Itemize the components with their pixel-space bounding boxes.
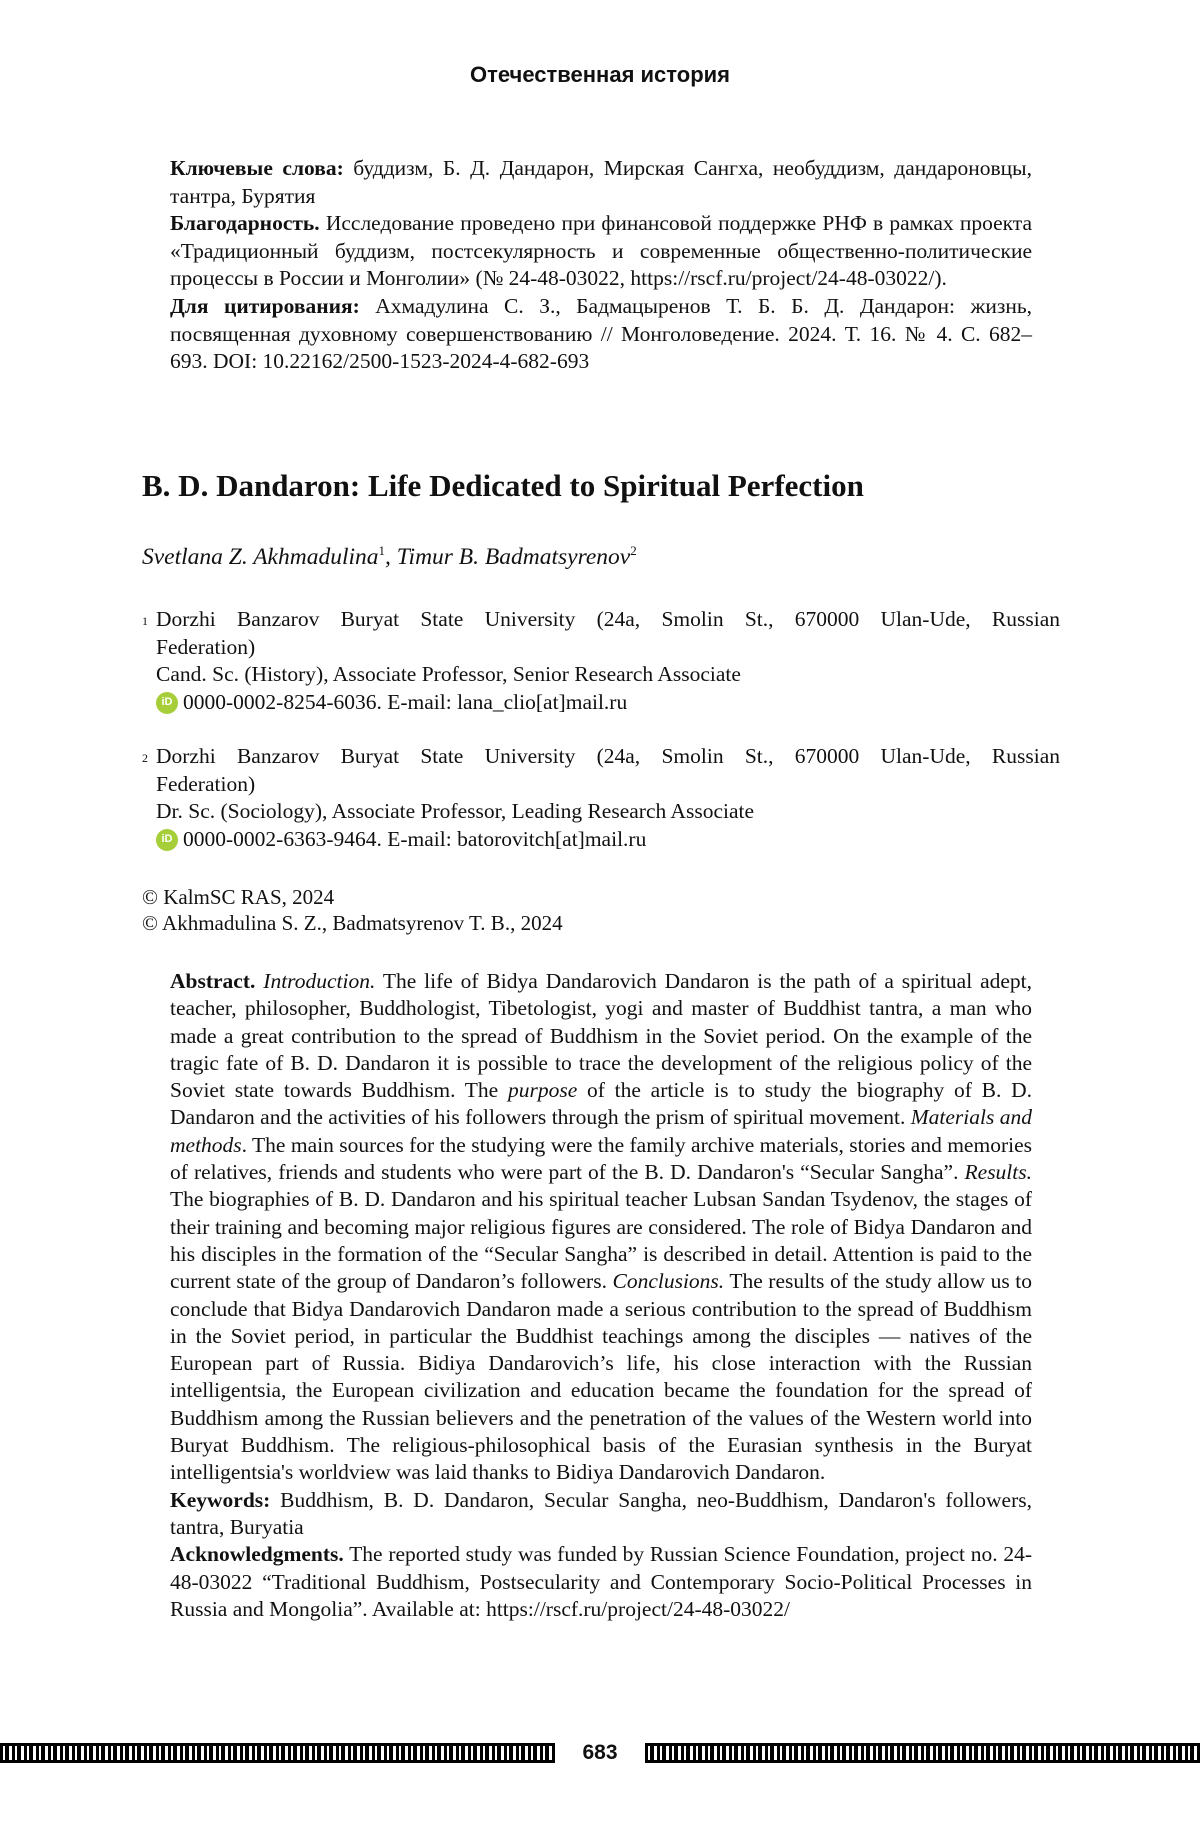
copyright-block (142, 884, 563, 936)
author-2: Timur B. Badmatsyrenov (397, 544, 630, 570)
results-text: The biographies of B. D. Dandaron and his spiritual teacher Lubsan Sandan Tsydenov, the stages of their training and becoming major religious figures are considered. The role of Bidya Dandaron and his disciples in the formation of the “Secular Sangha” is described in detail. Attention is paid to the current state of the group of Dandaron’s followers. (170, 1187, 1032, 1293)
ru-keywords (170, 155, 1032, 210)
ru-acknowledgment (170, 210, 1032, 293)
purpose-word: purpose (508, 1078, 577, 1102)
results-label: Results. (965, 1160, 1032, 1184)
russian-metadata (170, 155, 1032, 376)
abstract (170, 968, 1032, 1487)
ru-keywords-label: Ключевые слова: (170, 156, 344, 180)
intro-label: Introduction. (263, 969, 375, 993)
ru-ack-label: Благодарность. (170, 211, 320, 235)
ru-ack-text: Исследование проведено при финансовой поддержке РНФ в рамках проекта «Традиционный буддизм, постсекулярность и современные общественно-политические процессы в России и Монголии» (№ 24-48-03022, https://rscf.ru/project/24-48-03022/). (170, 211, 1032, 290)
affiliation-1-position: Cand. Sc. (History), Associate Professor, Senior Research Associate (156, 661, 1060, 689)
author-1: Svetlana Z. Akhmadulina (142, 544, 379, 570)
orcid-icon[interactable]: iD (156, 692, 178, 714)
affiliation-2-position: Dr. Sc. (Sociology), Associate Professor, Leading Research Associate (156, 798, 1060, 826)
page-footer (0, 1741, 1200, 1765)
author-2-sup: 2 (630, 543, 637, 558)
page-number: 683 (555, 1741, 645, 1765)
article-title: B. D. Dandaron: Life Dedicated to Spiritual Perfection (142, 468, 864, 504)
author-separator: , (385, 544, 397, 570)
en-keywords-text: Buddhism, B. D. Dandaron, Secular Sangha, neo-Buddhism, Dandaron's followers, tantra, Buryatia (170, 1488, 1032, 1539)
purpose-text: of the article is to study the biography of B. D. Dandaron and the activities of his followers through the prism of spiritual movement. (170, 1078, 1032, 1129)
affiliation-2-contact: 0000-0002-6363-9464. E-mail: batorovitch[at]mail.ru (183, 826, 646, 854)
abstract-label: Abstract. (170, 969, 255, 993)
copyright-line-1: © KalmSC RAS, 2024 (142, 884, 563, 910)
affiliation-2-org: Dorzhi Banzarov Buryat State University (24a, Smolin St., 670000 Ulan-Ude, Russian (156, 743, 1060, 771)
en-ack-text: The reported study was funded by Russian Science Foundation, project no. 24-48-03022 “Traditional Buddhism, Postsecularity and Contemporary Socio-Political Processes in Russia and Mongolia”. Available at: https://rscf.ru/project/24-48-03022/ (170, 1542, 1032, 1621)
orcid-icon[interactable]: iD (156, 829, 178, 851)
affiliation-1-org-cont: Federation) (156, 634, 1060, 662)
author-line (142, 543, 637, 571)
running-header: Отечественная история (0, 62, 1200, 88)
materials-label: Materials and methods (170, 1105, 1032, 1156)
affiliation-1-org: Dorzhi Banzarov Buryat State University (24a, Smolin St., 670000 Ulan-Ude, Russian (156, 606, 1060, 634)
en-keywords (170, 1487, 1032, 1542)
affiliation-2-contact-row (156, 826, 1060, 854)
affiliation-2 (142, 743, 1060, 853)
intro-text: The life of Bidya Dandarovich Dandaron is the path of a spiritual adept, teacher, philosopher, Buddhologist, Tibetologist, yogi and master of Buddhist tantra, a man who made a great contribution to the spread of Buddhism in the Soviet period. On the example of the tragic fate of B. D. Dandaron it is possible to trace the development of the religious policy of the Soviet state towards Buddhism. The (170, 969, 1032, 1102)
affiliation-2-org-cont: Federation) (156, 771, 1060, 799)
copyright-line-2: © Akhmadulina S. Z., Badmatsyrenov T. B., 2024 (142, 910, 563, 936)
affiliation-1 (142, 606, 1060, 716)
author-1-sup: 1 (379, 543, 386, 558)
conclusions-text: The results of the study allow us to conclude that Bidya Dandarovich Dandaron made a serious contribution to the spread of Buddhism in the Soviet period, in particular the Buddhist teachings among the disciples — natives of the European part of Russia. Bidiya Dandarovich’s life, his close interaction with the Russian intelligentsia, the European civilization and education became the foundation for the spread of Buddhism among the Russian believers and the penetration of the values of the Western world into Buryat Buddhism. The religious-philosophical basis of the Eurasian synthesis in the Buryat intelligentsia's worldview was laid thanks to Bidiya Dandarovich Dandaron. (170, 1269, 1032, 1484)
conclusions-label: Conclusions. (612, 1269, 724, 1293)
meander-border-left (0, 1743, 555, 1763)
ru-cite-label: Для цитирования: (170, 294, 360, 318)
meander-border-right (645, 1743, 1200, 1763)
ru-keywords-text: буддизм, Б. Д. Дандарон, Мирская Сангха, необуддизм, дандароновцы, тантра, Бурятия (170, 156, 1032, 208)
affiliation-2-number: 2 (142, 745, 148, 773)
affiliation-1-contact-row (156, 689, 1060, 717)
en-keywords-label: Keywords: (170, 1488, 270, 1512)
materials-text: . The main sources for the studying were the family archive materials, stories and memories of relatives, friends and students who were part of the B. D. Dandaron's “Secular Sangha”. (170, 1133, 1032, 1184)
ru-cite-text: Ахмадулина С. З., Бадмацыренов Т. Б. Б. Д. Дандарон: жизнь, посвященная духовному совершенствованию // Монголоведение. 2024. Т. 16. № 4. С. 682–693. DOI: 10.22162/2500-1523-2024-4-682-693 (170, 294, 1032, 373)
affiliation-1-contact: 0000-0002-8254-6036. E-mail: lana_clio[at]mail.ru (183, 689, 627, 717)
english-abstract-block (170, 968, 1032, 1623)
ru-citation (170, 293, 1032, 376)
en-ack-label: Acknowledgments. (170, 1542, 344, 1566)
affiliation-1-number: 1 (142, 608, 148, 636)
en-acknowledgments (170, 1541, 1032, 1623)
